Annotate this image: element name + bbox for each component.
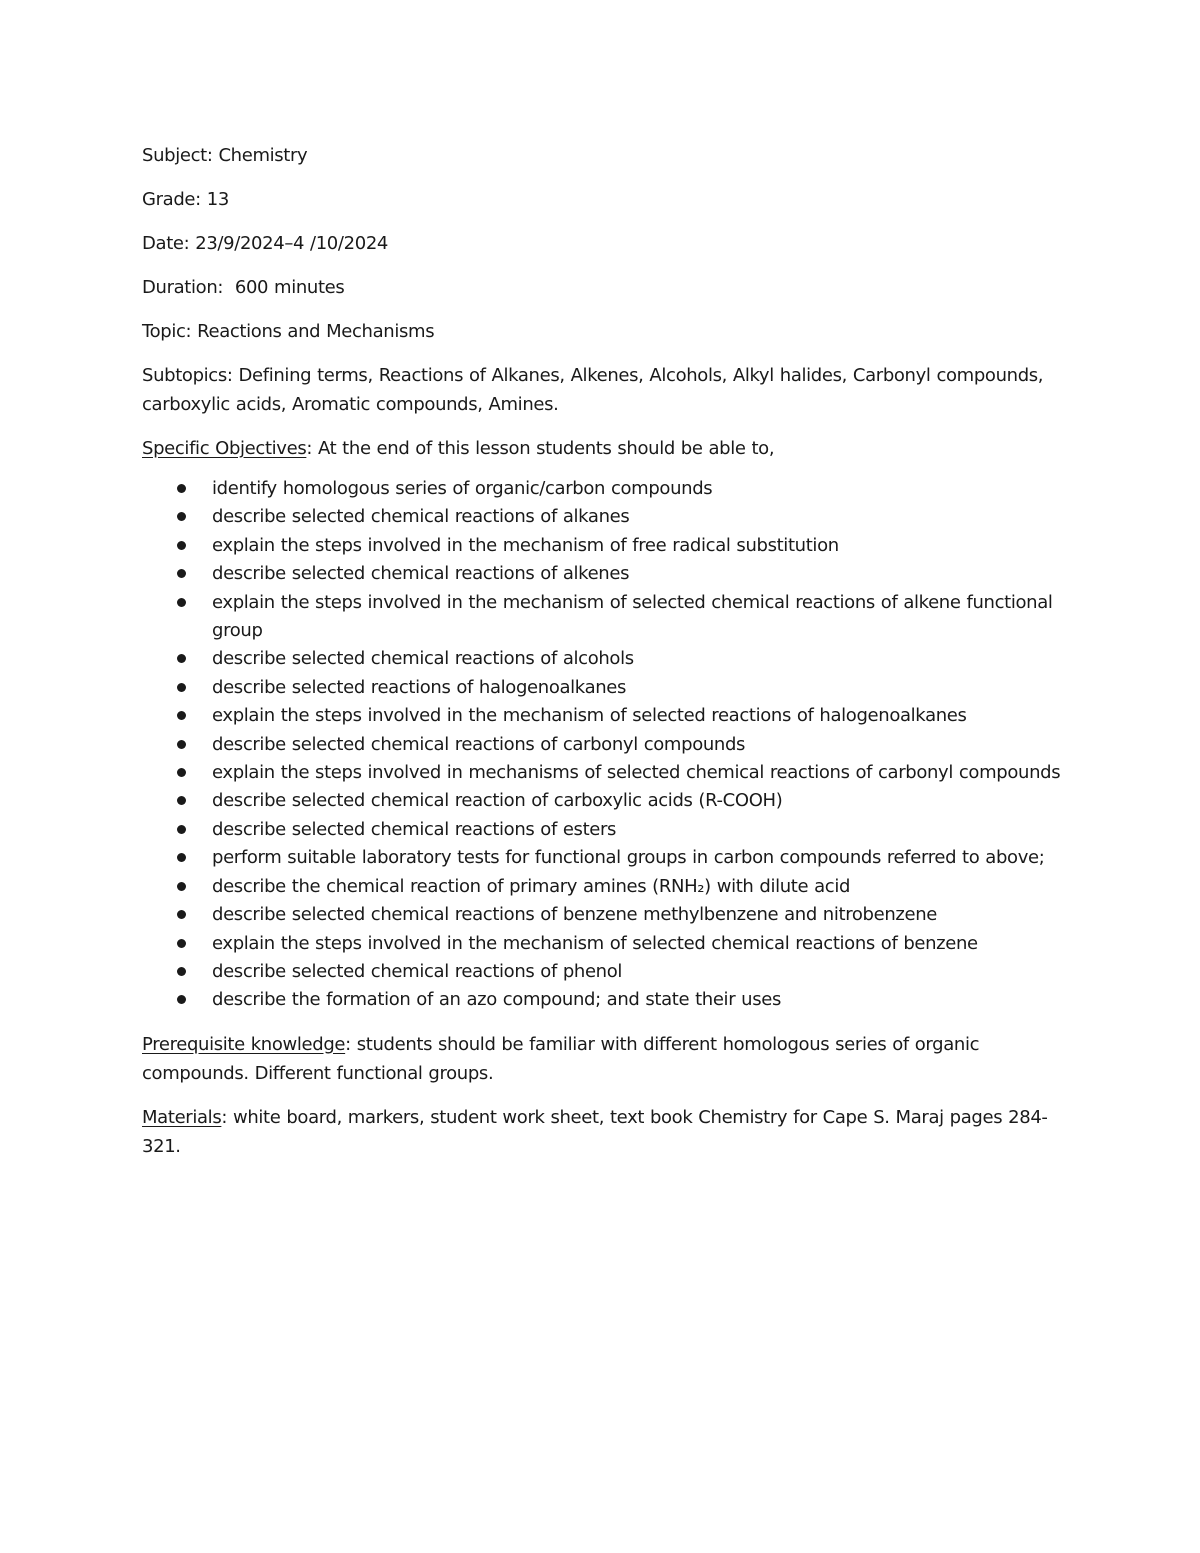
objective-item <box>142 532 1067 560</box>
bullet-icon <box>177 711 186 720</box>
subject-line <box>142 141 1067 170</box>
topic-value: Reactions and Mechanisms <box>197 321 435 342</box>
bullet-icon <box>177 853 186 862</box>
objective-item <box>142 986 1067 1014</box>
materials-text: white board, markers, student work sheet, text book Chemistry for Cape S. Maraj pages 284-321. <box>142 1106 1048 1157</box>
objective-item <box>142 475 1067 503</box>
bullet-icon <box>177 995 186 1004</box>
materials-label: Materials <box>142 1106 222 1128</box>
objective-item <box>142 816 1067 844</box>
objective-item <box>142 844 1067 872</box>
objective-text: describe selected chemical reactions of esters <box>212 818 617 840</box>
bullet-icon <box>177 768 186 777</box>
objective-text: describe selected chemical reactions of benzene methylbenzene and nitrobenzene <box>212 904 938 926</box>
objective-text: describe selected chemical reactions of alcohols <box>212 648 634 670</box>
objective-item <box>142 674 1067 702</box>
bullet-icon <box>177 967 186 976</box>
duration-label: Duration: <box>142 277 224 298</box>
objective-text: explain the steps involved in the mechanism of selected chemical reactions of benzene <box>212 932 978 954</box>
objective-text: describe the formation of an azo compound; and state their uses <box>212 989 781 1011</box>
objective-item <box>142 787 1067 815</box>
objective-item <box>142 560 1067 588</box>
objectives-heading: Specific Objectives: At the end of this lesson students should be able to, <box>142 438 775 459</box>
date-value: 23/9/2024–4 /10/2024 <box>195 233 389 254</box>
subtopics-line <box>142 361 1067 419</box>
objective-text: describe selected chemical reactions of alkanes <box>212 506 630 528</box>
objective-item <box>142 589 1067 646</box>
objective-item <box>142 873 1067 901</box>
topic-line <box>142 317 1067 346</box>
objective-item <box>142 645 1067 673</box>
subtopics-label: Subtopics: <box>142 365 233 386</box>
materials-paragraph: Materials: white board, markers, student work sheet, text book Chemistry for Cape S. Maraj pages 284-321. <box>142 1106 1048 1157</box>
bullet-icon <box>177 882 186 891</box>
objective-text: explain the steps involved in the mechanism of selected chemical reactions of alkene functional group <box>212 591 1053 642</box>
objective-item <box>142 702 1067 730</box>
bullet-icon <box>177 740 186 749</box>
bullet-icon <box>177 512 186 521</box>
objective-item <box>142 901 1067 929</box>
subject-value: Chemistry <box>218 145 308 166</box>
subject-label: Subject: <box>142 145 213 166</box>
lesson-plan-document <box>142 141 1067 1176</box>
objective-text: identify homologous series of organic/carbon compounds <box>212 478 713 499</box>
objective-item <box>142 503 1067 531</box>
objectives-list <box>142 475 1067 1015</box>
prerequisite-paragraph: Prerequisite knowledge: students should be familiar with different homologous series of organic compounds. Different functional groups. <box>142 1033 980 1084</box>
objective-item <box>142 731 1067 759</box>
bullet-icon <box>177 939 186 948</box>
date-line <box>142 229 1067 258</box>
duration-value: 600 minutes <box>234 277 345 298</box>
bullet-icon <box>177 654 186 663</box>
objective-text: describe selected chemical reactions of phenol <box>212 960 623 982</box>
bullet-icon <box>177 825 186 834</box>
objective-item <box>142 759 1067 787</box>
objective-text: explain the steps involved in mechanisms of selected chemical reactions of carbonyl compounds <box>212 762 1061 784</box>
bullet-icon <box>177 796 186 805</box>
topic-label: Topic: <box>142 321 192 342</box>
duration-line <box>142 273 1067 302</box>
objectives-intro: At the end of this lesson students should be able to, <box>317 438 775 459</box>
objective-text: describe selected chemical reaction of carboxylic acids (R-COOH) <box>212 790 783 812</box>
grade-value: 13 <box>206 189 229 210</box>
bullet-icon <box>177 541 186 550</box>
bullet-icon <box>177 569 186 578</box>
grade-label: Grade: <box>142 189 201 210</box>
grade-line <box>142 185 1067 214</box>
date-label: Date: <box>142 233 190 254</box>
objective-text: describe the chemical reaction of primary amines (RNH₂) with dilute acid <box>212 875 851 897</box>
bullet-icon <box>177 598 186 607</box>
prerequisite-text: students should be familiar with different homologous series of organic compounds. Different functional groups. <box>142 1033 980 1084</box>
objectives-label: Specific Objectives <box>142 438 307 459</box>
objective-text: describe selected chemical reactions of alkenes <box>212 563 630 585</box>
objective-item <box>142 930 1067 958</box>
objective-text: explain the steps involved in the mechanism of selected reactions of halogenoalkanes <box>212 705 967 727</box>
prerequisite-label: Prerequisite knowledge <box>142 1033 346 1055</box>
objective-text: describe selected reactions of halogenoalkanes <box>212 676 627 698</box>
objective-item <box>142 958 1067 986</box>
subtopics-value: Defining terms, Reactions of Alkanes, Alkenes, Alcohols, Alkyl halides, Carbonyl compounds, carboxylic acids, Aromatic compounds, Amines. <box>142 365 1044 415</box>
bullet-icon <box>177 910 186 919</box>
objective-text: explain the steps involved in the mechanism of free radical substitution <box>212 534 839 556</box>
objective-text: describe selected chemical reactions of carbonyl compounds <box>212 733 746 755</box>
objective-text: perform suitable laboratory tests for functional groups in carbon compounds referred to above; <box>212 847 1045 869</box>
bullet-icon <box>177 484 186 493</box>
bullet-icon <box>177 683 186 692</box>
